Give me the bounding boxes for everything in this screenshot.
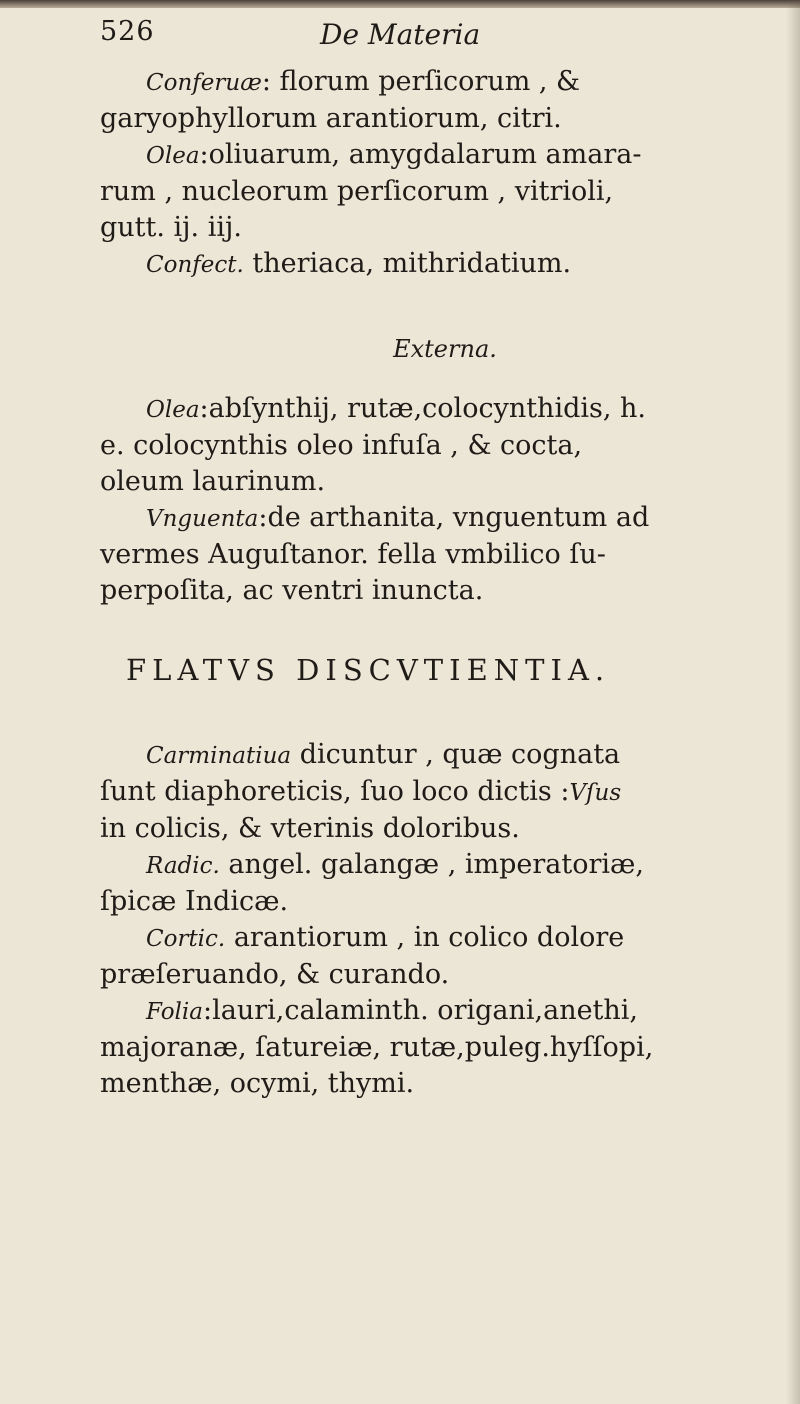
text-block-carminatiua — [100, 737, 790, 1102]
entry-label: Carminatiua — [146, 743, 292, 769]
text-line: majoranæ, ſatureiæ, rutæ,puleg.hyſſopi, — [100, 1032, 654, 1063]
running-head: De Materia — [320, 18, 481, 51]
page-header — [100, 14, 790, 64]
entry-label: Folia — [146, 999, 203, 1025]
page-top-edge — [0, 0, 800, 8]
text-line — [100, 774, 790, 811]
text-line: rum , nucleorum perſicorum , vitrioli, — [100, 176, 614, 207]
text-line: gutt. ij. iij. — [100, 212, 242, 243]
entry-label: Radic. — [146, 853, 220, 879]
text-line: perpoſita, ac ventri inuncta. — [100, 575, 484, 606]
text-line: præſeruando, & curando. — [100, 959, 450, 990]
section-heading-flatus: FLATVS DISCVTIENTIA. — [126, 653, 611, 687]
text-line: oleum laurinum. — [100, 466, 326, 497]
text-line — [100, 137, 790, 174]
text-line: in colicis, & vterinis doloribus. — [100, 813, 520, 844]
text-line — [100, 391, 790, 428]
page-number: 526 — [100, 16, 155, 47]
entry-label: Confect. — [146, 252, 244, 278]
text-line — [100, 64, 790, 101]
text-line: vermes Auguſtanor. fella vmbilico ſu- — [100, 539, 606, 570]
entry-text: angel. galangæ , imperatoriæ, — [219, 849, 644, 880]
text-line: menthæ, ocymi, thymi. — [100, 1068, 415, 1099]
text-line — [100, 847, 790, 884]
text-line — [100, 500, 790, 537]
book-page — [100, 14, 790, 1102]
text-line: garyophyllorum arantiorum, citri. — [100, 103, 562, 134]
entry-text: arantiorum , in colico dolore — [225, 922, 625, 953]
text-line — [100, 920, 790, 957]
entry-text: :lauri,calaminth. origani,anethi, — [202, 995, 639, 1026]
entry-label: Olea — [146, 143, 200, 169]
entry-text: :oliuarum, amygdalarum amara- — [199, 139, 642, 170]
entry-label: Vnguenta — [146, 506, 259, 532]
text-line: e. colocynthis oleo infuſa , & cocta, — [100, 430, 583, 461]
entry-text: dicuntur , quæ cognata — [291, 739, 621, 770]
text-block-interna — [100, 64, 790, 283]
text-line: ſpicæ Indicæ. — [100, 886, 289, 917]
entry-text: theriaca, mithridatium. — [243, 248, 572, 279]
text-line — [100, 737, 790, 774]
text-line — [100, 246, 790, 283]
entry-text: :abſynthij, rutæ,colocynthidis, h. — [199, 393, 646, 424]
entry-label: Olea — [146, 397, 200, 423]
subsection-heading-externa: Externa. — [393, 335, 497, 363]
entry-label: Conferuæ — [146, 70, 262, 96]
entry-text: : florum perſicorum , & — [261, 66, 581, 97]
entry-text: ſunt diaphoreticis, ſuo loco dictis : — [100, 776, 570, 807]
entry-label: Vſus — [569, 780, 622, 806]
entry-label: Cortic. — [146, 926, 226, 952]
entry-text: :de arthanita, vnguentum ad — [258, 502, 650, 533]
text-line — [100, 993, 790, 1030]
text-block-externa — [100, 391, 790, 609]
